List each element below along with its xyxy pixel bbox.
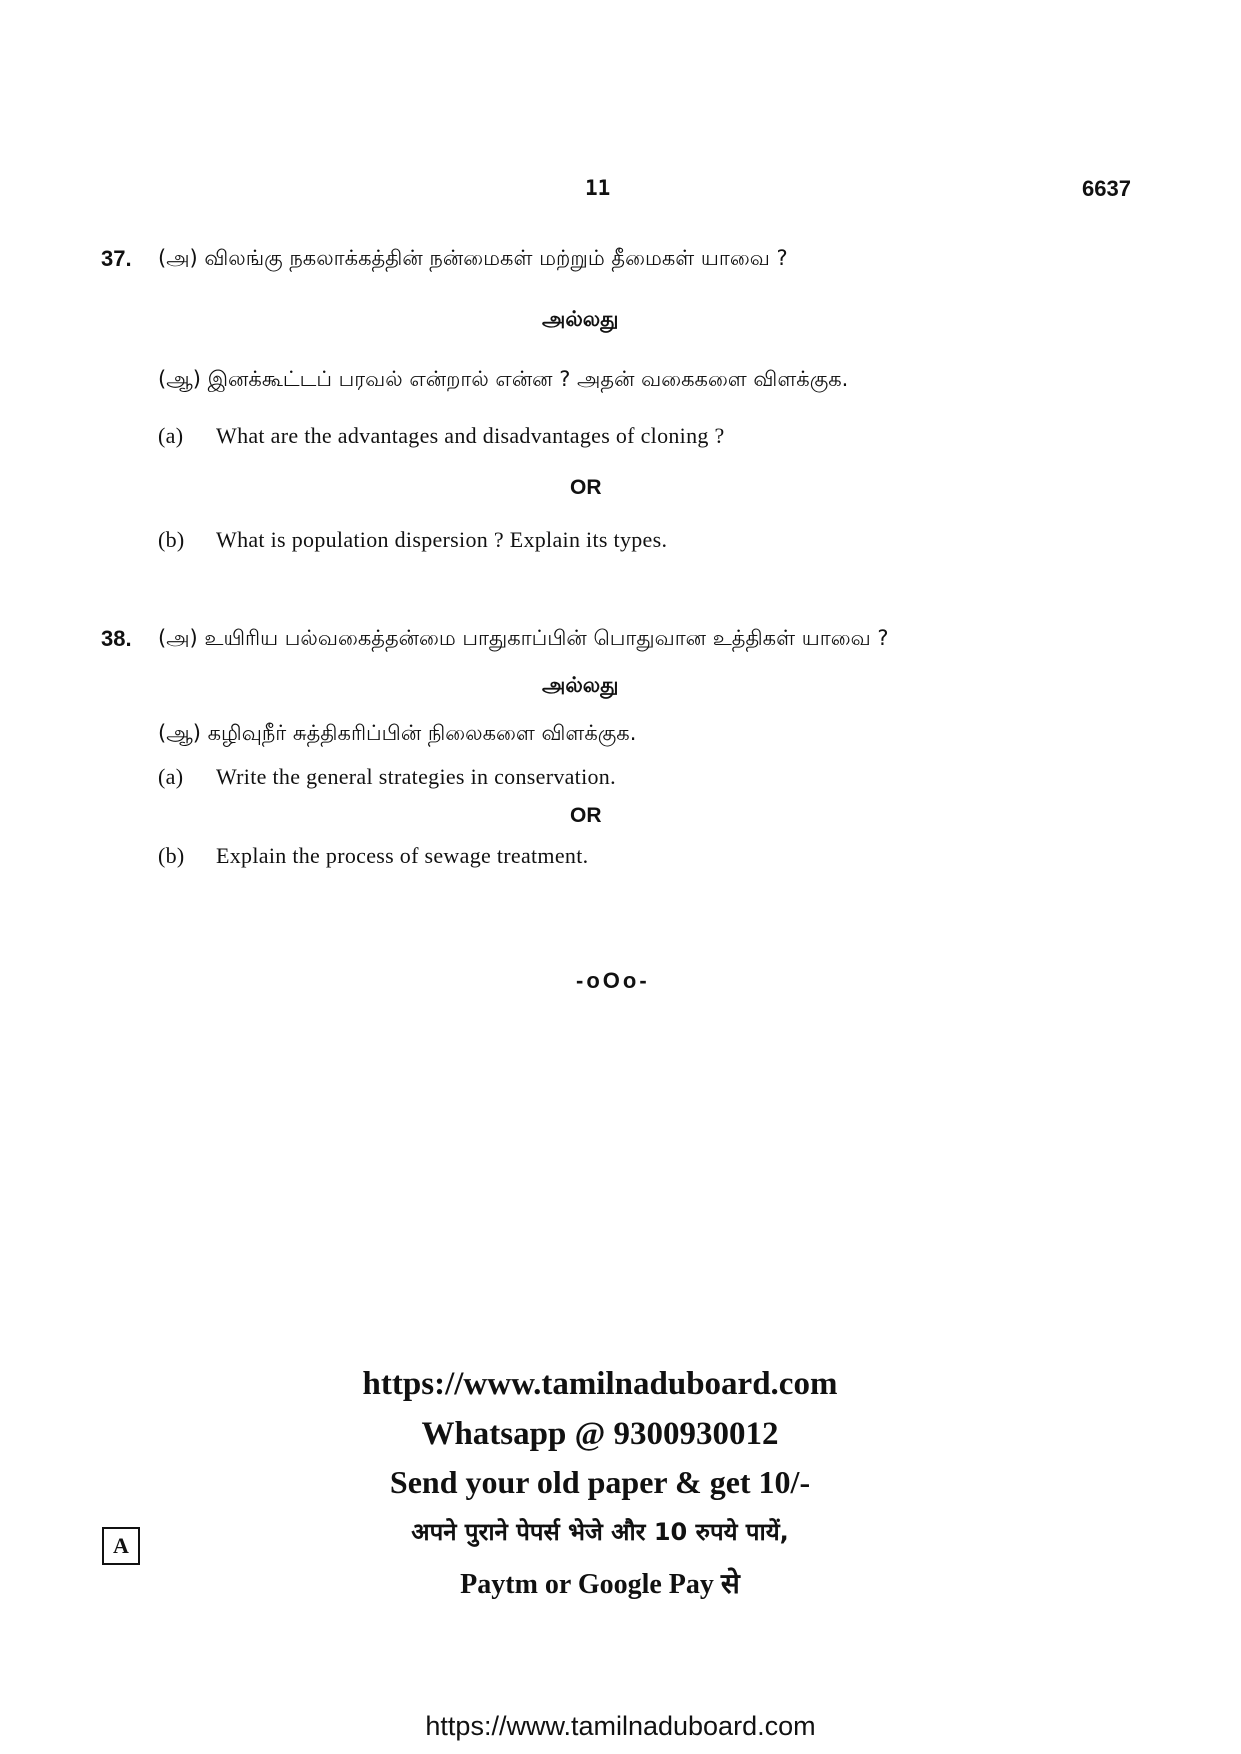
or-separator: OR (570, 804, 602, 827)
question-number: 38. (101, 626, 132, 651)
question-number: 37. (101, 246, 132, 271)
paper-set-box: A (102, 1527, 140, 1565)
or-separator-tamil: அல்லது (542, 673, 619, 697)
promo-payment: Paytm or Google Pay से (460, 1569, 740, 1600)
option-text: Explain the process of sewage treatment. (216, 843, 589, 868)
end-mark: -oOo- (576, 968, 650, 993)
question-tamil-b: (ஆ) கழிவுநீர் சுத்திகரிப்பின் நிலைகளை விளக்குக. (158, 721, 637, 745)
question-english-a (158, 423, 725, 449)
promo-hindi: अपने पुराने पेपर्स भेजे और 10 रुपये पायें, (411, 1518, 789, 1546)
option-text: Write the general strategies in conservation. (216, 764, 616, 789)
or-separator-tamil: அல்லது (542, 307, 619, 331)
promo-send-paper: Send your old paper & get 10/- (389, 1464, 811, 1500)
option-label: (b) (158, 843, 185, 868)
question-tamil-a: (அ) உயிரிய பல்வகைத்தன்மை பாதுகாப்பின் பொதுவான உத்திகள் யாவை ? (158, 626, 889, 650)
or-separator: OR (570, 476, 602, 499)
question-tamil-b: (ஆ) இனக்கூட்டப் பரவல் என்றால் என்ன ? அதன் வகைகளை விளக்குக. (158, 367, 849, 391)
option-label: (a) (158, 423, 184, 448)
option-text: What are the advantages and disadvantages of cloning ? (216, 423, 725, 448)
page-number: 11 (585, 176, 611, 200)
promo-url: https://www.tamilnaduboard.com (362, 1366, 838, 1402)
option-label: (a) (158, 764, 184, 789)
question-english-a (158, 764, 616, 790)
option-text: What is population dispersion ? Explain its types. (216, 527, 668, 552)
promo-whatsapp: Whatsapp @ 9300930012 (421, 1416, 779, 1452)
question-english-b (158, 527, 667, 553)
question-tamil-a: (அ) விலங்கு நகலாக்கத்தின் நன்மைகள் மற்றும் தீமைகள் யாவை ? (158, 246, 788, 270)
footer-url[interactable]: https://www.tamilnaduboard.com (425, 1711, 816, 1741)
option-label: (b) (158, 527, 185, 552)
paper-code: 6637 (1082, 176, 1131, 201)
question-english-b (158, 843, 588, 869)
